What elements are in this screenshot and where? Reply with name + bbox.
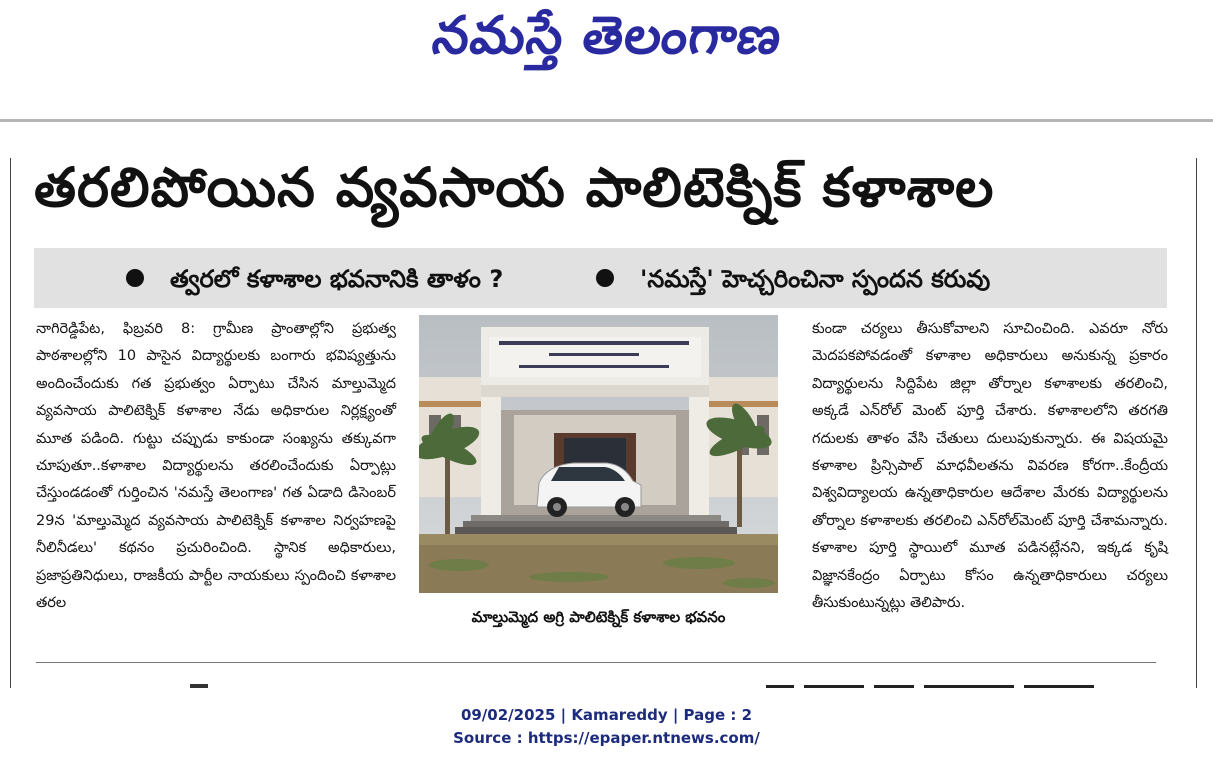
footer-date-edition: 09/02/2025 | Kamareddy | Page : 2 bbox=[460, 706, 753, 724]
subhead-2 bbox=[596, 265, 990, 299]
clip-border-left bbox=[10, 158, 11, 688]
article-photo bbox=[419, 315, 778, 593]
section-divider bbox=[36, 662, 1156, 663]
article-column-right: కుండా చర్యలు తీసుకోవాలని సూచించింది. ఎవరూ నోరు మెదపకపోవడంతో కళాశాల అధికారులు అనుకున్న ప్రకారం విద్యార్థులను సిద్దిపేట జిల్లా తోర్నాల కళాశాలకు తరలించి, అక్కడే ఎన్‌రోల్ మెంట్ పూర్తి చేశారు. కళాశాలలోని తరగతి గదులకు తాళం వేసి చేతులు దులుపుకున్నారు. ఈ విషయమై కళాశాల ప్రిన్సిపాల్ మాధవీలతను వివరణ కోరగా..కేంద్రీయ విశ్వవిద్యాలయ ఉన్నతాధికారుల ఆదేశాల మేరకు విద్యార్థులను తోర్నాల కళాశాలకు తరలించి ఎన్‌రోల్‌మెంట్ పూర్తి చేశామన్నారు. కళాశాల పూర్తి స్థాయిలో మూత పడినట్లేనని, ఇక్కడ కృషి విజ్ఞానకేంద్రం ఏర్పాటు కోసం ఉన్నతాధికారులు చర్యలు తీసుకుంటున్నట్లు తెలిపారు. bbox=[812, 321, 1168, 612]
page-bottom-margin bbox=[0, 688, 1213, 768]
article-column-left: నాగిరెడ్డిపేట, ఫిబ్రవరి 8: గ్రామీణ ప్రాంతాల్లోని ప్రభుత్వ పాఠశాలల్లోని 10 పాసైన విద్యార్థులకు బంగారు భవిష్యత్తును అందించేందుకు గత ప్రభుత్వం ఏర్పాటు చేసిన మాల్తుమ్మెద వ్యవసాయ పాలిటెక్నిక్ కళాశాల నేడు అధికారుల నిర్లక్ష్యంతో మూత పడింది. గుట్టు చప్పుడు కాకుండా సంఖ్యను తక్కువగా చూపుతూ..కళాశాల విద్యార్థులను తరలించేందుకు ఏర్పాట్లు చేస్తుండడంతో గుర్తించిన 'నమస్తే తెలంగాణ' గత ఏడాది డిసెంబర్ 29న 'మాల్తుమ్మెద వ్యవసాయ పాలిటెక్నిక్ కళాశాల నిర్వహణపై నీలినీడలు' కథనం ప్రచురించింది. స్థానిక అధికారులు, ప్రజాప్రతినిధులు, రాజకీయ పార్టీల నాయకులు స్పందించి కళాశాల తరల bbox=[36, 321, 396, 612]
footer-source: Source : https://epaper.ntnews.com/ bbox=[453, 729, 760, 747]
bullet-icon bbox=[126, 269, 144, 287]
subhead-1 bbox=[126, 265, 503, 299]
bullet-icon bbox=[596, 269, 614, 287]
masthead bbox=[0, 0, 1213, 110]
subhead-2-text: 'నమస్తే' హెచ్చరించినా స్పందన కరువు bbox=[640, 265, 991, 293]
college-building-image bbox=[419, 315, 778, 593]
newspaper-logo: నమస్తే తెలంగాణ bbox=[428, 6, 786, 66]
clip-border-right bbox=[1196, 158, 1197, 688]
article-headline: తరలిపోయిన వ్యవసాయ పాలిటెక్నిక్ కళాశాల bbox=[34, 156, 995, 219]
masthead-divider bbox=[0, 119, 1213, 122]
photo-caption: మాల్తుమ్మెద అగ్రి పాలిటెక్నిక్ కళాశాల భవనం bbox=[471, 608, 726, 626]
subhead-1-text: త్వరలో కళాశాల భవనానికి తాళం ? bbox=[170, 265, 504, 293]
subhead-bar bbox=[34, 248, 1167, 308]
